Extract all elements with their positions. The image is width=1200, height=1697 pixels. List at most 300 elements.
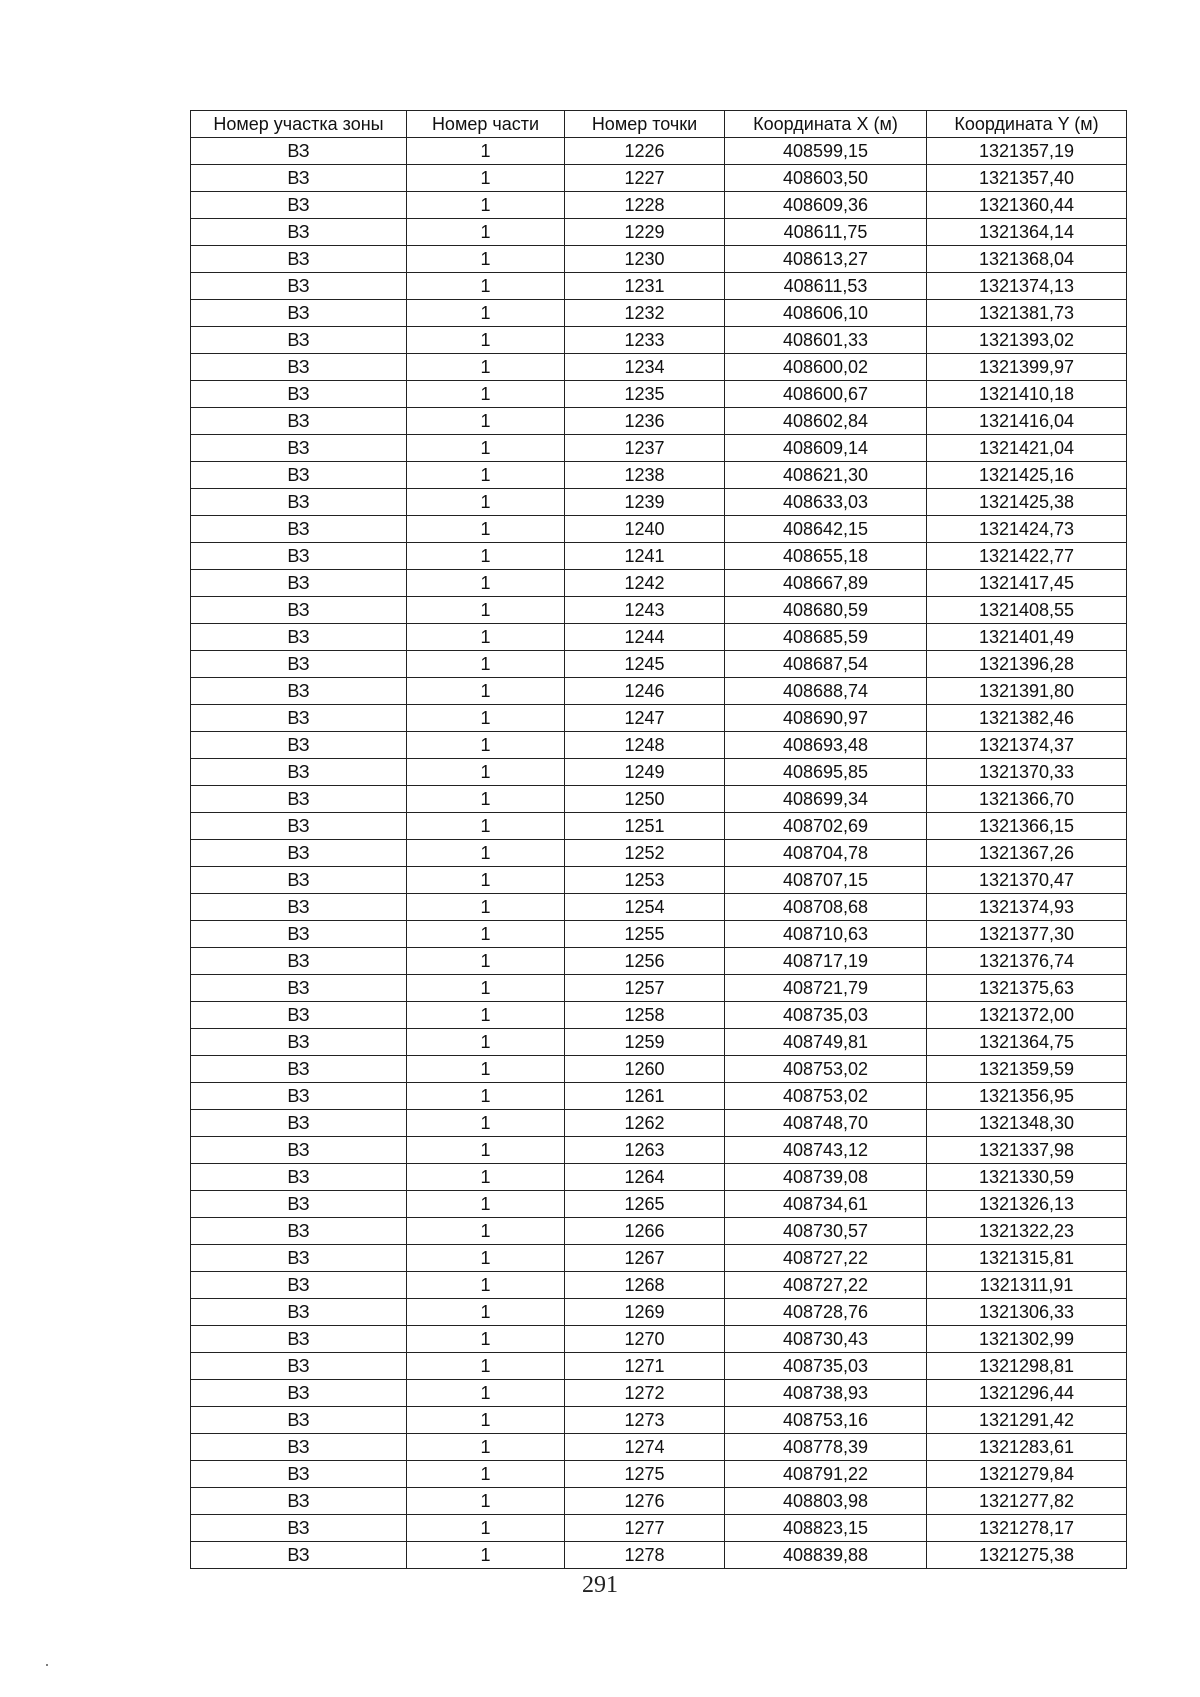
cell-point-number: 1231 (565, 273, 725, 300)
cell-point-number: 1267 (565, 1245, 725, 1272)
cell-point-number: 1232 (565, 300, 725, 327)
cell-point-number: 1272 (565, 1380, 725, 1407)
cell-part-number: 1 (407, 840, 565, 867)
cell-coordinate-y: 1321374,93 (927, 894, 1127, 921)
cell-coordinate-y: 1321326,13 (927, 1191, 1127, 1218)
cell-zone-section: ВЗ (191, 813, 407, 840)
cell-coordinate-y: 1321275,38 (927, 1542, 1127, 1569)
table-row (191, 1083, 1127, 1110)
cell-coordinate-y: 1321393,02 (927, 327, 1127, 354)
cell-zone-section: ВЗ (191, 381, 407, 408)
cell-point-number: 1250 (565, 786, 725, 813)
cell-zone-section: ВЗ (191, 138, 407, 165)
cell-coordinate-y: 1321348,30 (927, 1110, 1127, 1137)
table-row (191, 246, 1127, 273)
table-row (191, 219, 1127, 246)
cell-point-number: 1266 (565, 1218, 725, 1245)
cell-point-number: 1263 (565, 1137, 725, 1164)
cell-point-number: 1275 (565, 1461, 725, 1488)
cell-coordinate-x: 408611,75 (725, 219, 927, 246)
table-row (191, 867, 1127, 894)
cell-coordinate-x: 408823,15 (725, 1515, 927, 1542)
cell-part-number: 1 (407, 1272, 565, 1299)
cell-coordinate-x: 408778,39 (725, 1434, 927, 1461)
cell-part-number: 1 (407, 678, 565, 705)
table-row (191, 1137, 1127, 1164)
cell-coordinate-y: 1321416,04 (927, 408, 1127, 435)
cell-coordinate-x: 408685,59 (725, 624, 927, 651)
cell-part-number: 1 (407, 1002, 565, 1029)
cell-point-number: 1260 (565, 1056, 725, 1083)
table-header (191, 111, 1127, 138)
table-row (191, 1002, 1127, 1029)
cell-zone-section: ВЗ (191, 1515, 407, 1542)
cell-point-number: 1258 (565, 1002, 725, 1029)
cell-coordinate-y: 1321424,73 (927, 516, 1127, 543)
cell-part-number: 1 (407, 1488, 565, 1515)
cell-part-number: 1 (407, 165, 565, 192)
cell-coordinate-y: 1321375,63 (927, 975, 1127, 1002)
cell-coordinate-y: 1321298,81 (927, 1353, 1127, 1380)
cell-point-number: 1233 (565, 327, 725, 354)
table-row (191, 489, 1127, 516)
cell-part-number: 1 (407, 354, 565, 381)
cell-coordinate-x: 408708,68 (725, 894, 927, 921)
cell-point-number: 1237 (565, 435, 725, 462)
cell-zone-section: ВЗ (191, 921, 407, 948)
cell-zone-section: ВЗ (191, 1191, 407, 1218)
table-row (191, 1434, 1127, 1461)
cell-part-number: 1 (407, 462, 565, 489)
table-row (191, 975, 1127, 1002)
cell-point-number: 1227 (565, 165, 725, 192)
cell-coordinate-y: 1321376,74 (927, 948, 1127, 975)
cell-point-number: 1248 (565, 732, 725, 759)
cell-coordinate-y: 1321417,45 (927, 570, 1127, 597)
cell-part-number: 1 (407, 1245, 565, 1272)
cell-zone-section: ВЗ (191, 1218, 407, 1245)
cell-zone-section: ВЗ (191, 840, 407, 867)
cell-coordinate-x: 408600,67 (725, 381, 927, 408)
cell-coordinate-x: 408699,34 (725, 786, 927, 813)
cell-coordinate-x: 408687,54 (725, 651, 927, 678)
cell-zone-section: ВЗ (191, 1002, 407, 1029)
cell-coordinate-y: 1321302,99 (927, 1326, 1127, 1353)
cell-part-number: 1 (407, 300, 565, 327)
table-row (191, 408, 1127, 435)
cell-coordinate-y: 1321279,84 (927, 1461, 1127, 1488)
cell-coordinate-x: 408606,10 (725, 300, 927, 327)
cell-coordinate-x: 408621,30 (725, 462, 927, 489)
cell-zone-section: ВЗ (191, 705, 407, 732)
cell-zone-section: ВЗ (191, 948, 407, 975)
table-row (191, 1056, 1127, 1083)
cell-zone-section: ВЗ (191, 1461, 407, 1488)
cell-point-number: 1239 (565, 489, 725, 516)
coordinates-table (190, 110, 1127, 1569)
cell-part-number: 1 (407, 1434, 565, 1461)
cell-coordinate-x: 408803,98 (725, 1488, 927, 1515)
cell-coordinate-y: 1321425,16 (927, 462, 1127, 489)
cell-coordinate-x: 408600,02 (725, 354, 927, 381)
cell-zone-section: ВЗ (191, 1353, 407, 1380)
cell-zone-section: ВЗ (191, 1326, 407, 1353)
cell-part-number: 1 (407, 138, 565, 165)
cell-point-number: 1241 (565, 543, 725, 570)
cell-point-number: 1235 (565, 381, 725, 408)
table-row (191, 516, 1127, 543)
cell-point-number: 1234 (565, 354, 725, 381)
cell-coordinate-y: 1321374,13 (927, 273, 1127, 300)
table-row (191, 300, 1127, 327)
cell-coordinate-y: 1321359,59 (927, 1056, 1127, 1083)
cell-coordinate-x: 408753,16 (725, 1407, 927, 1434)
cell-coordinate-y: 1321408,55 (927, 597, 1127, 624)
cell-point-number: 1249 (565, 759, 725, 786)
cell-coordinate-x: 408735,03 (725, 1002, 927, 1029)
table-row (191, 1245, 1127, 1272)
cell-point-number: 1230 (565, 246, 725, 273)
cell-point-number: 1254 (565, 894, 725, 921)
cell-coordinate-x: 408603,50 (725, 165, 927, 192)
cell-zone-section: ВЗ (191, 516, 407, 543)
cell-point-number: 1277 (565, 1515, 725, 1542)
cell-coordinate-y: 1321421,04 (927, 435, 1127, 462)
cell-coordinate-x: 408695,85 (725, 759, 927, 786)
table-row (191, 1407, 1127, 1434)
cell-coordinate-y: 1321360,44 (927, 192, 1127, 219)
cell-part-number: 1 (407, 624, 565, 651)
cell-coordinate-y: 1321311,91 (927, 1272, 1127, 1299)
cell-coordinate-x: 408839,88 (725, 1542, 927, 1569)
cell-zone-section: ВЗ (191, 408, 407, 435)
cell-coordinate-x: 408739,08 (725, 1164, 927, 1191)
header-point-number: Номер точки (565, 111, 725, 138)
cell-part-number: 1 (407, 921, 565, 948)
cell-zone-section: ВЗ (191, 732, 407, 759)
cell-coordinate-x: 408738,93 (725, 1380, 927, 1407)
cell-part-number: 1 (407, 543, 565, 570)
cell-coordinate-x: 408611,53 (725, 273, 927, 300)
cell-coordinate-x: 408728,76 (725, 1299, 927, 1326)
cell-coordinate-y: 1321425,38 (927, 489, 1127, 516)
table-row (191, 1542, 1127, 1569)
cell-coordinate-y: 1321374,37 (927, 732, 1127, 759)
cell-part-number: 1 (407, 408, 565, 435)
cell-part-number: 1 (407, 327, 565, 354)
cell-zone-section: ВЗ (191, 354, 407, 381)
cell-zone-section: ВЗ (191, 1488, 407, 1515)
cell-coordinate-x: 408749,81 (725, 1029, 927, 1056)
cell-part-number: 1 (407, 759, 565, 786)
cell-zone-section: ВЗ (191, 435, 407, 462)
cell-point-number: 1242 (565, 570, 725, 597)
cell-point-number: 1255 (565, 921, 725, 948)
cell-part-number: 1 (407, 246, 565, 273)
cell-zone-section: ВЗ (191, 678, 407, 705)
table-row (191, 624, 1127, 651)
cell-coordinate-y: 1321366,15 (927, 813, 1127, 840)
cell-part-number: 1 (407, 1461, 565, 1488)
cell-coordinate-y: 1321368,04 (927, 246, 1127, 273)
table-row (191, 570, 1127, 597)
header-row (191, 111, 1127, 138)
cell-coordinate-y: 1321283,61 (927, 1434, 1127, 1461)
cell-point-number: 1229 (565, 219, 725, 246)
cell-coordinate-x: 408734,61 (725, 1191, 927, 1218)
cell-zone-section: ВЗ (191, 1029, 407, 1056)
cell-point-number: 1245 (565, 651, 725, 678)
table-row (191, 1191, 1127, 1218)
cell-zone-section: ВЗ (191, 867, 407, 894)
cell-zone-section: ВЗ (191, 273, 407, 300)
table-row (191, 273, 1127, 300)
cell-point-number: 1264 (565, 1164, 725, 1191)
cell-point-number: 1252 (565, 840, 725, 867)
table-row (191, 543, 1127, 570)
cell-point-number: 1274 (565, 1434, 725, 1461)
cell-coordinate-x: 408730,57 (725, 1218, 927, 1245)
cell-part-number: 1 (407, 192, 565, 219)
table-row (191, 813, 1127, 840)
table-row (191, 192, 1127, 219)
cell-part-number: 1 (407, 597, 565, 624)
cell-zone-section: ВЗ (191, 651, 407, 678)
table-row (191, 1353, 1127, 1380)
cell-part-number: 1 (407, 1380, 565, 1407)
table-row (191, 462, 1127, 489)
cell-zone-section: ВЗ (191, 300, 407, 327)
cell-point-number: 1243 (565, 597, 725, 624)
cell-part-number: 1 (407, 651, 565, 678)
table-row (191, 1461, 1127, 1488)
cell-part-number: 1 (407, 705, 565, 732)
cell-part-number: 1 (407, 1407, 565, 1434)
cell-part-number: 1 (407, 219, 565, 246)
cell-part-number: 1 (407, 1326, 565, 1353)
cell-coordinate-y: 1321278,17 (927, 1515, 1127, 1542)
cell-point-number: 1226 (565, 138, 725, 165)
cell-coordinate-y: 1321315,81 (927, 1245, 1127, 1272)
cell-point-number: 1268 (565, 1272, 725, 1299)
cell-coordinate-x: 408642,15 (725, 516, 927, 543)
cell-zone-section: ВЗ (191, 1299, 407, 1326)
cell-zone-section: ВЗ (191, 1245, 407, 1272)
page-number: 291 (582, 1572, 618, 1598)
cell-point-number: 1261 (565, 1083, 725, 1110)
cell-coordinate-y: 1321410,18 (927, 381, 1127, 408)
cell-part-number: 1 (407, 867, 565, 894)
table-row (191, 921, 1127, 948)
cell-part-number: 1 (407, 516, 565, 543)
cell-point-number: 1251 (565, 813, 725, 840)
cell-zone-section: ВЗ (191, 759, 407, 786)
cell-point-number: 1276 (565, 1488, 725, 1515)
cell-coordinate-x: 408710,63 (725, 921, 927, 948)
cell-coordinate-y: 1321391,80 (927, 678, 1127, 705)
table-row (191, 381, 1127, 408)
table-row (191, 1488, 1127, 1515)
cell-part-number: 1 (407, 1299, 565, 1326)
cell-zone-section: ВЗ (191, 624, 407, 651)
table-row (191, 354, 1127, 381)
table-row (191, 327, 1127, 354)
cell-point-number: 1240 (565, 516, 725, 543)
cell-coordinate-y: 1321277,82 (927, 1488, 1127, 1515)
cell-zone-section: ВЗ (191, 570, 407, 597)
table-row (191, 1272, 1127, 1299)
cell-point-number: 1253 (565, 867, 725, 894)
table-row (191, 651, 1127, 678)
cell-coordinate-y: 1321306,33 (927, 1299, 1127, 1326)
cell-zone-section: ВЗ (191, 246, 407, 273)
cell-zone-section: ВЗ (191, 1056, 407, 1083)
cell-part-number: 1 (407, 273, 565, 300)
cell-point-number: 1236 (565, 408, 725, 435)
cell-point-number: 1270 (565, 1326, 725, 1353)
cell-coordinate-y: 1321357,40 (927, 165, 1127, 192)
cell-zone-section: ВЗ (191, 219, 407, 246)
cell-part-number: 1 (407, 813, 565, 840)
cell-coordinate-y: 1321381,73 (927, 300, 1127, 327)
cell-part-number: 1 (407, 570, 565, 597)
cell-coordinate-x: 408753,02 (725, 1083, 927, 1110)
header-coordinate-x: Координата X (м) (725, 111, 927, 138)
cell-coordinate-x: 408690,97 (725, 705, 927, 732)
cell-part-number: 1 (407, 1353, 565, 1380)
cell-point-number: 1228 (565, 192, 725, 219)
cell-coordinate-y: 1321370,47 (927, 867, 1127, 894)
cell-zone-section: ВЗ (191, 1137, 407, 1164)
cell-coordinate-y: 1321366,70 (927, 786, 1127, 813)
cell-coordinate-y: 1321370,33 (927, 759, 1127, 786)
cell-zone-section: ВЗ (191, 192, 407, 219)
header-coordinate-y: Координата Y (м) (927, 111, 1127, 138)
table-row (191, 759, 1127, 786)
cell-coordinate-y: 1321337,98 (927, 1137, 1127, 1164)
cell-part-number: 1 (407, 1164, 565, 1191)
cell-part-number: 1 (407, 1029, 565, 1056)
cell-coordinate-y: 1321291,42 (927, 1407, 1127, 1434)
table-row (191, 435, 1127, 462)
cell-coordinate-y: 1321399,97 (927, 354, 1127, 381)
cell-coordinate-x: 408602,84 (725, 408, 927, 435)
cell-point-number: 1256 (565, 948, 725, 975)
cell-coordinate-y: 1321396,28 (927, 651, 1127, 678)
cell-coordinate-x: 408609,36 (725, 192, 927, 219)
cell-point-number: 1278 (565, 1542, 725, 1569)
cell-part-number: 1 (407, 1542, 565, 1569)
table-row (191, 1218, 1127, 1245)
table-row (191, 678, 1127, 705)
cell-zone-section: ВЗ (191, 489, 407, 516)
cell-point-number: 1238 (565, 462, 725, 489)
table-row (191, 1515, 1127, 1542)
cell-coordinate-y: 1321364,75 (927, 1029, 1127, 1056)
cell-zone-section: ВЗ (191, 165, 407, 192)
cell-coordinate-x: 408693,48 (725, 732, 927, 759)
cell-zone-section: ВЗ (191, 1407, 407, 1434)
cell-part-number: 1 (407, 489, 565, 516)
cell-zone-section: ВЗ (191, 786, 407, 813)
cell-part-number: 1 (407, 975, 565, 1002)
cell-zone-section: ВЗ (191, 1083, 407, 1110)
table-body (191, 138, 1127, 1569)
cell-zone-section: ВЗ (191, 462, 407, 489)
cell-part-number: 1 (407, 1137, 565, 1164)
cell-coordinate-y: 1321367,26 (927, 840, 1127, 867)
cell-part-number: 1 (407, 732, 565, 759)
table-row (191, 1110, 1127, 1137)
cell-coordinate-x: 408702,69 (725, 813, 927, 840)
cell-point-number: 1247 (565, 705, 725, 732)
cell-coordinate-y: 1321372,00 (927, 1002, 1127, 1029)
cell-part-number: 1 (407, 948, 565, 975)
cell-coordinate-x: 408753,02 (725, 1056, 927, 1083)
cell-zone-section: ВЗ (191, 597, 407, 624)
cell-coordinate-y: 1321296,44 (927, 1380, 1127, 1407)
cell-part-number: 1 (407, 1191, 565, 1218)
cell-coordinate-x: 408735,03 (725, 1353, 927, 1380)
cell-zone-section: ВЗ (191, 543, 407, 570)
cell-coordinate-x: 408707,15 (725, 867, 927, 894)
cell-point-number: 1257 (565, 975, 725, 1002)
cell-coordinate-y: 1321401,49 (927, 624, 1127, 651)
cell-zone-section: ВЗ (191, 894, 407, 921)
table-row (191, 1164, 1127, 1191)
cell-coordinate-x: 408688,74 (725, 678, 927, 705)
table-row (191, 1380, 1127, 1407)
table-row (191, 705, 1127, 732)
cell-coordinate-x: 408667,89 (725, 570, 927, 597)
cell-zone-section: ВЗ (191, 327, 407, 354)
cell-coordinate-y: 1321330,59 (927, 1164, 1127, 1191)
cell-coordinate-y: 1321382,46 (927, 705, 1127, 732)
cell-part-number: 1 (407, 894, 565, 921)
cell-coordinate-x: 408743,12 (725, 1137, 927, 1164)
cell-part-number: 1 (407, 1515, 565, 1542)
cell-part-number: 1 (407, 1083, 565, 1110)
cell-point-number: 1244 (565, 624, 725, 651)
cell-coordinate-y: 1321422,77 (927, 543, 1127, 570)
table-row (191, 1299, 1127, 1326)
cell-point-number: 1246 (565, 678, 725, 705)
cell-part-number: 1 (407, 435, 565, 462)
cell-coordinate-y: 1321377,30 (927, 921, 1127, 948)
cell-part-number: 1 (407, 1110, 565, 1137)
cell-coordinate-x: 408609,14 (725, 435, 927, 462)
cell-coordinate-y: 1321322,23 (927, 1218, 1127, 1245)
cell-coordinate-x: 408721,79 (725, 975, 927, 1002)
header-part-number: Номер части (407, 111, 565, 138)
table-row (191, 948, 1127, 975)
cell-coordinate-x: 408599,15 (725, 138, 927, 165)
cell-coordinate-x: 408680,59 (725, 597, 927, 624)
cell-coordinate-x: 408730,43 (725, 1326, 927, 1353)
cell-coordinate-x: 408727,22 (725, 1272, 927, 1299)
cell-part-number: 1 (407, 786, 565, 813)
cell-point-number: 1273 (565, 1407, 725, 1434)
cell-coordinate-x: 408633,03 (725, 489, 927, 516)
table-row (191, 1326, 1127, 1353)
cell-coordinate-x: 408791,22 (725, 1461, 927, 1488)
cell-point-number: 1271 (565, 1353, 725, 1380)
table-row (191, 894, 1127, 921)
cell-coordinate-x: 408704,78 (725, 840, 927, 867)
cell-zone-section: ВЗ (191, 1164, 407, 1191)
table-row (191, 138, 1127, 165)
cell-zone-section: ВЗ (191, 1434, 407, 1461)
